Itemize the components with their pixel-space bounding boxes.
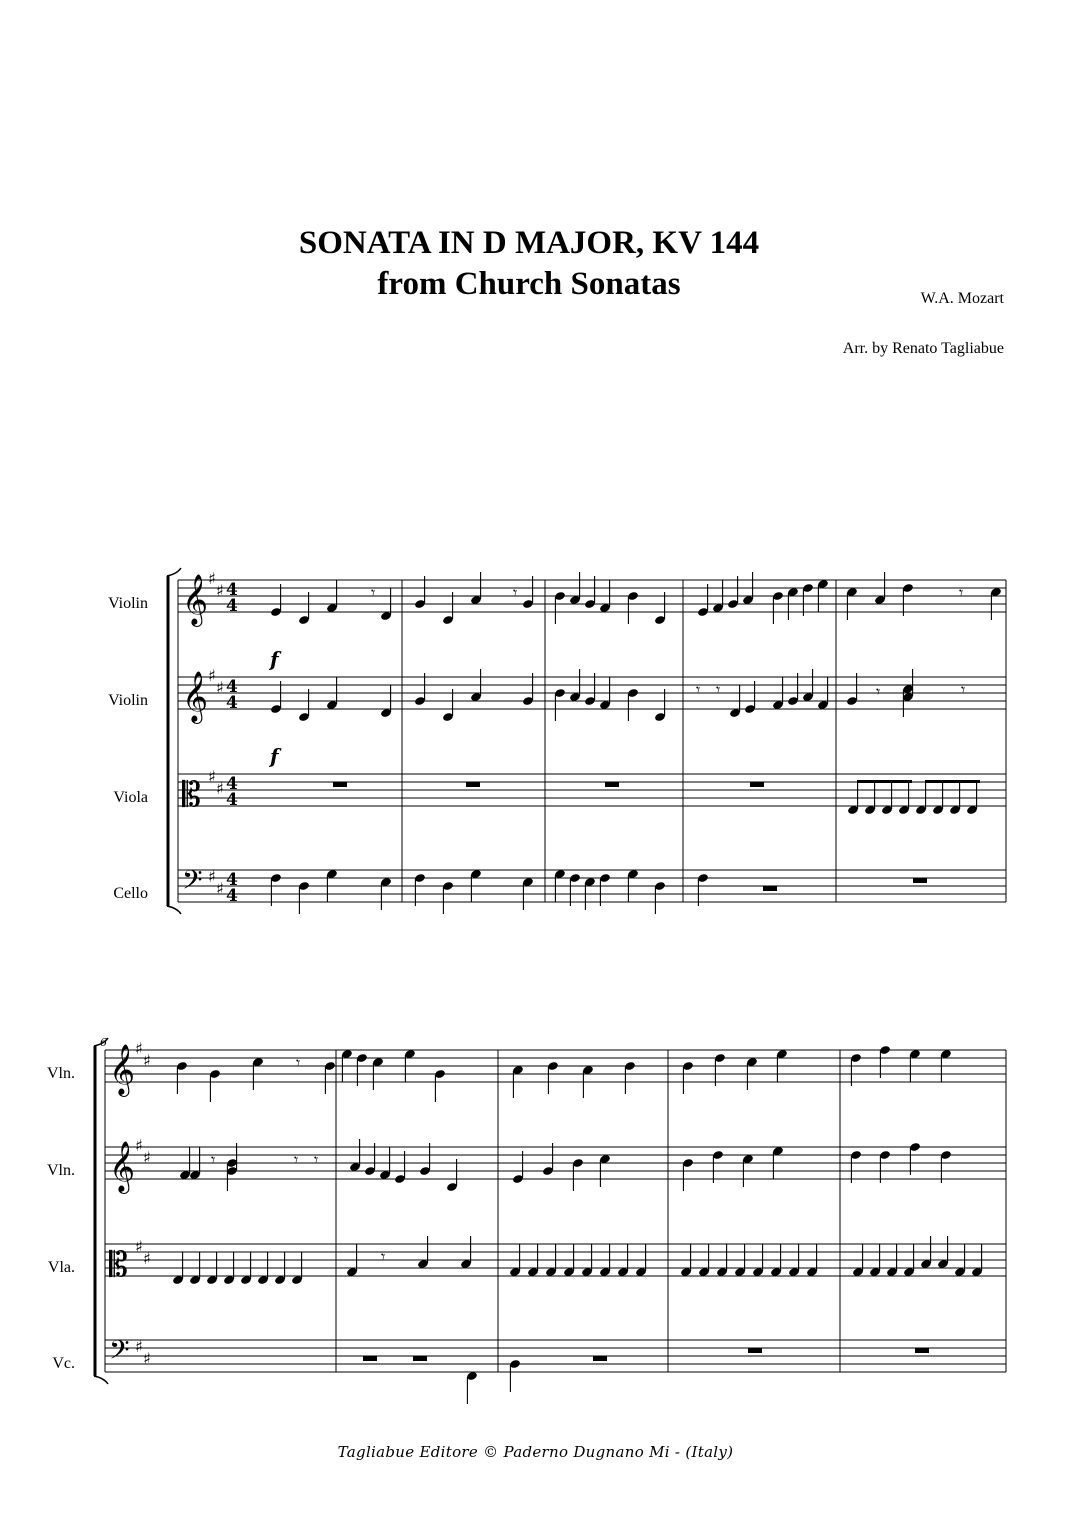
note [394, 1151, 406, 1184]
note [846, 587, 858, 620]
sharp-icon: ♯ [216, 678, 224, 697]
sharp-icon: ♯ [208, 867, 216, 886]
note [509, 1359, 521, 1392]
note [654, 881, 666, 914]
whole-rest [750, 782, 764, 787]
eighth-rest: 𝄾 [296, 1053, 301, 1072]
sharp-icon: ♯ [216, 779, 224, 798]
note [379, 1147, 391, 1180]
note [206, 1252, 218, 1285]
note [879, 1150, 891, 1183]
note [419, 1143, 431, 1176]
note [470, 869, 482, 902]
sharp-icon: ♯ [135, 1237, 143, 1256]
note [599, 1244, 611, 1277]
time-signature-denominator: 4 [226, 886, 238, 906]
note [584, 576, 596, 609]
time-signature-denominator: 4 [226, 693, 238, 713]
note [584, 673, 596, 706]
measure-number: 6 [100, 1036, 107, 1049]
note [326, 580, 338, 613]
sharp-icon: ♯ [143, 1349, 151, 1368]
note [898, 782, 910, 815]
note [446, 1159, 458, 1192]
eighth-rest: 𝄾 [371, 583, 376, 602]
note [522, 576, 534, 609]
whole-rest [333, 782, 347, 787]
whole-rest [913, 878, 927, 883]
note [298, 881, 310, 914]
note [954, 1244, 966, 1277]
note [324, 1061, 336, 1094]
note [772, 1146, 784, 1179]
note [341, 1049, 353, 1082]
note [349, 1139, 361, 1172]
note [599, 873, 611, 906]
note [788, 1244, 800, 1277]
note [817, 579, 829, 612]
eighth-rest: 𝄾 [696, 680, 701, 699]
note [742, 1154, 754, 1187]
eighth-rest: 𝄾 [959, 583, 964, 602]
note [434, 1069, 446, 1102]
note [527, 1244, 539, 1277]
instrument-label-violin-2: Violin [108, 692, 148, 709]
note [270, 873, 282, 906]
note [252, 1057, 264, 1090]
note [802, 669, 814, 702]
note [223, 1252, 235, 1285]
note [380, 588, 392, 621]
whole-rest [915, 1348, 929, 1353]
note [547, 1061, 559, 1094]
note [569, 669, 581, 702]
note [746, 1057, 758, 1090]
note [582, 1065, 594, 1098]
time-signature-numerator: 4 [226, 580, 238, 600]
sharp-icon: ♯ [208, 666, 216, 685]
treble-clef-icon: 𝄞 [109, 1044, 136, 1095]
note [802, 583, 814, 616]
note [442, 592, 454, 625]
note [404, 1049, 416, 1082]
note [712, 580, 724, 613]
eighth-rest: 𝄾 [513, 583, 518, 602]
whole-rest [763, 886, 777, 891]
beam [925, 780, 980, 783]
note [442, 689, 454, 722]
note [846, 673, 858, 706]
note [770, 1244, 782, 1277]
note [257, 1252, 269, 1285]
bracket-bottom [167, 906, 181, 914]
note [209, 1069, 221, 1102]
note [545, 1244, 557, 1277]
staff-vc [105, 1340, 1006, 1372]
note [772, 677, 784, 710]
note [554, 869, 566, 902]
note [734, 1244, 746, 1277]
sharp-icon: ♯ [143, 1148, 151, 1167]
instrument-label-cello: Cello [113, 885, 148, 902]
note [787, 673, 799, 706]
alto-clef-icon: 𝄡 [109, 1245, 128, 1285]
note [617, 1244, 629, 1277]
note [627, 869, 639, 902]
note [417, 1236, 429, 1269]
alto-clef-icon: 𝄡 [182, 775, 201, 815]
sharp-icon: ♯ [135, 1337, 143, 1356]
note [752, 1244, 764, 1277]
composer-credit: W.A. Mozart [920, 290, 1004, 307]
note [697, 584, 709, 617]
note [414, 576, 426, 609]
bass-clef-icon: 𝄢 [182, 864, 203, 902]
note [909, 1049, 921, 1082]
note [940, 1049, 952, 1082]
eighth-rest: 𝄾 [961, 680, 966, 699]
note [727, 576, 739, 609]
note [624, 1061, 636, 1094]
whole-rest [363, 1356, 377, 1361]
sharp-icon: ♯ [135, 1136, 143, 1155]
whole-rest [413, 1356, 427, 1361]
time-signature-denominator: 4 [226, 790, 238, 810]
note [554, 688, 566, 721]
note [380, 685, 392, 718]
instrument-label-viola: Viola [113, 789, 148, 806]
score-subtitle: from Church Sonatas [377, 266, 681, 302]
note [270, 681, 282, 714]
note [940, 1150, 952, 1183]
note [460, 1236, 472, 1269]
note [584, 877, 596, 910]
whole-rest [605, 782, 619, 787]
note [298, 689, 310, 722]
sharp-icon: ♯ [216, 879, 224, 898]
treble-clef-icon: 𝄞 [182, 671, 209, 722]
note [806, 1244, 818, 1277]
note [915, 782, 927, 815]
eighth-rest: 𝄾 [876, 682, 881, 701]
bracket-top [167, 568, 181, 576]
note [902, 583, 914, 616]
note [599, 1154, 611, 1187]
note [414, 873, 426, 906]
note [971, 1244, 983, 1277]
note [522, 673, 534, 706]
note [949, 782, 961, 815]
eighth-rest: 𝄾 [211, 1150, 216, 1169]
note [414, 673, 426, 706]
note [572, 1158, 584, 1191]
note [850, 1053, 862, 1086]
sharp-icon: ♯ [135, 1039, 143, 1058]
eighth-rest: 𝄾 [381, 1247, 386, 1266]
note [563, 1244, 575, 1277]
note [356, 1053, 368, 1086]
note [298, 592, 310, 625]
beam [857, 780, 912, 783]
eighth-rest: 𝄾 [314, 1150, 319, 1169]
note [932, 782, 944, 815]
note [776, 1049, 788, 1082]
note [326, 677, 338, 710]
note [189, 1147, 201, 1180]
note [364, 1143, 376, 1176]
note [654, 592, 666, 625]
note [179, 1147, 191, 1180]
note [627, 591, 639, 624]
note [599, 580, 611, 613]
note [852, 1244, 864, 1277]
eighth-rest: 𝄾 [716, 680, 721, 699]
dynamic-forte: f [270, 744, 279, 768]
note [172, 1252, 184, 1285]
note [714, 1053, 726, 1086]
sharp-icon: ♯ [143, 1051, 151, 1070]
publisher-footer: Tagliabue Editore © Paderno Dugnano Mi - (Italy) [337, 1443, 734, 1461]
note [326, 869, 338, 902]
note [772, 591, 784, 624]
bracket-bottom [94, 1376, 108, 1384]
instrument-label-vln-1: Vln. [47, 1065, 75, 1082]
time-signature-numerator: 4 [226, 774, 238, 794]
note [881, 782, 893, 815]
note [372, 1057, 384, 1090]
note [847, 782, 859, 815]
bass-clef-icon: 𝄢 [109, 1334, 130, 1372]
treble-clef-icon: 𝄞 [182, 574, 209, 625]
note [869, 1244, 881, 1277]
note [886, 1244, 898, 1277]
time-signature-numerator: 4 [226, 870, 238, 890]
note [682, 1158, 694, 1191]
time-signature-numerator: 4 [226, 677, 238, 697]
arranger-credit: Arr. by Renato Tagliabue [842, 340, 1004, 357]
sharp-icon: ♯ [208, 569, 216, 588]
whole-rest [748, 1348, 762, 1353]
instrument-label-vla: Vla. [47, 1259, 75, 1276]
note [697, 873, 709, 906]
note [176, 1061, 188, 1094]
note [742, 572, 754, 605]
note [850, 1150, 862, 1183]
whole-rest [593, 1356, 607, 1361]
note [990, 587, 1002, 620]
note [874, 572, 886, 605]
note [470, 669, 482, 702]
dynamic-forte: f [270, 647, 279, 671]
time-signature-denominator: 4 [226, 596, 238, 616]
note [470, 572, 482, 605]
note [189, 1252, 201, 1285]
note [380, 877, 392, 910]
note [879, 1045, 891, 1078]
note [512, 1151, 524, 1184]
note [817, 677, 829, 710]
instrument-label-violin-1: Violin [108, 595, 148, 612]
note [716, 1244, 728, 1277]
note [466, 1371, 478, 1404]
instrument-label-vln-2: Vln. [47, 1162, 75, 1179]
instrument-label-vc: Vc. [52, 1355, 75, 1372]
note [920, 1236, 932, 1269]
staff-violin-1 [178, 580, 1006, 612]
note [509, 1244, 521, 1277]
note [599, 677, 611, 710]
note [542, 1143, 554, 1176]
note [729, 685, 741, 718]
eighth-rest: 𝄾 [294, 1150, 299, 1169]
note [937, 1236, 949, 1269]
staff-viola [178, 774, 1006, 806]
note [698, 1244, 710, 1277]
staff-violin-2 [178, 677, 1006, 709]
whole-rest [466, 782, 480, 787]
note [966, 782, 978, 815]
staff-vln-2 [105, 1147, 1006, 1179]
note [240, 1252, 252, 1285]
sharp-icon: ♯ [208, 767, 216, 786]
note [554, 591, 566, 624]
sharp-icon: ♯ [143, 1249, 151, 1268]
note [346, 1244, 358, 1277]
note [270, 584, 282, 617]
note [680, 1244, 692, 1277]
note [274, 1252, 286, 1285]
note [787, 587, 799, 620]
note [635, 1244, 647, 1277]
note [442, 881, 454, 914]
note [569, 873, 581, 906]
note [522, 877, 534, 910]
note [654, 689, 666, 722]
note [512, 1065, 524, 1098]
note [903, 1244, 915, 1277]
note [581, 1244, 593, 1277]
note [291, 1252, 303, 1285]
note [627, 688, 639, 721]
note [682, 1061, 694, 1094]
note [569, 572, 581, 605]
note [864, 782, 876, 815]
note [744, 681, 756, 714]
treble-clef-icon: 𝄞 [109, 1141, 136, 1192]
score-title: SONATA IN D MAJOR, KV 144 [298, 225, 760, 261]
note [909, 1142, 921, 1175]
sharp-icon: ♯ [216, 581, 224, 600]
note [712, 1150, 724, 1183]
